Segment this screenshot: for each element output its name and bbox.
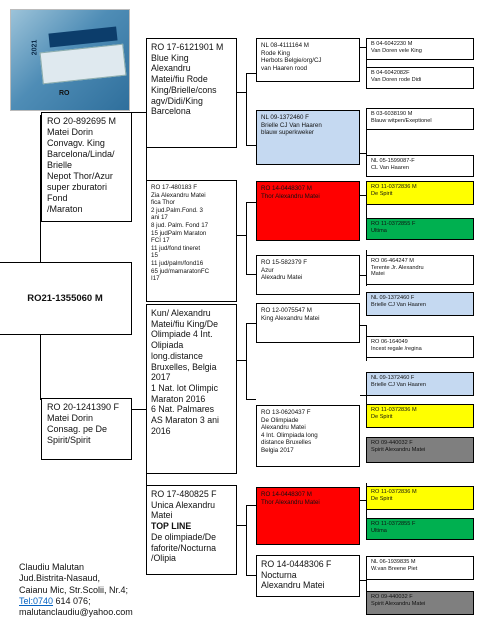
sss-box bbox=[256, 38, 360, 82]
owner-email: malutanclaudiu@yahoo.com bbox=[19, 607, 133, 618]
sss-text: NL 08-4111164 M Rode King Herbots Belgie/org/CJ van Haaren rood bbox=[261, 42, 322, 72]
ddsd-box: RO 11-0372855 F Ultima bbox=[366, 518, 474, 540]
phone-link[interactable]: Tel:0740 bbox=[19, 595, 54, 606]
dss-box bbox=[256, 303, 360, 343]
ss-box bbox=[146, 38, 237, 148]
ssd-text: NL 09-1372460 F Brielle CJ Van Haaren blauw superkweker bbox=[261, 114, 322, 137]
dds-text: RO 14-0448307 M Thor Alexandru Matei bbox=[261, 491, 320, 506]
dsss-box: RO 06-164049 Incest regale /regina bbox=[366, 336, 474, 358]
ddss-box: RO 11-0372836 M De Spirit bbox=[366, 486, 474, 510]
sds-box bbox=[256, 181, 360, 241]
ring-text: RO bbox=[59, 90, 70, 97]
sddd-box: NL 09-1372460 F Brielle CJ Van Haaren bbox=[366, 292, 474, 316]
ss-text: RO 17-6121901 M Blue King Alexandru Matei/fiu Rode King/Brielle/cons agv/Didi/King Barcelona bbox=[151, 42, 224, 117]
ddd-box bbox=[256, 555, 360, 597]
sdd-text: RO 15-582379 F Azur Alexadru Matei bbox=[261, 259, 308, 282]
pigeon-ring-photo bbox=[10, 9, 130, 111]
ds-box bbox=[146, 304, 237, 474]
ds-text: Kun/ Alexandru Matei/fiu King/De Olimpiade 4 Int. Olipiada long.distance Bruxelles, Belgia 2017 1 Nat. lot Olimpic Maraton 2016 6 Nat. Palmares AS Maraton 3 ani 2016 bbox=[151, 308, 219, 436]
sdd-box bbox=[256, 255, 360, 295]
ring-band-light bbox=[40, 44, 127, 85]
dsdd-box: RO 09-440032 F Spirit Alexandru Matei bbox=[366, 437, 474, 463]
dd-box bbox=[146, 485, 237, 575]
dddd-box: RO 09-440032 F Spirit Alexandru Matei bbox=[366, 591, 474, 615]
sds-text: RO 14-0448307 M Thor Alexandru Matei bbox=[261, 185, 320, 200]
owner-phone bbox=[19, 596, 133, 607]
sssd-box: B 04-6042082F Van Doren rode Didi bbox=[366, 67, 474, 89]
ssds-box: B 03-6038190 M Blauw witpen/Exeptionel bbox=[366, 108, 474, 130]
dssd-box: NL 09-1372460 F Brielle CJ Van Haaren bbox=[366, 372, 474, 396]
ssdd-box: NL 05-1599087-F CL Van Haaren bbox=[366, 155, 474, 177]
ssd-box bbox=[256, 110, 360, 165]
dsds-box: RO 11-0372836 M De Spirit bbox=[366, 404, 474, 428]
dam-box bbox=[41, 398, 132, 460]
root-id: RO21-1355060 M bbox=[27, 293, 103, 304]
dds-box bbox=[256, 487, 360, 545]
ring-year: 2021 bbox=[31, 39, 39, 56]
ddds-box: NL 06-1939835 M W.van Breene Piet bbox=[366, 556, 474, 580]
owner-name: Claudiu Malutan bbox=[19, 562, 85, 572]
sire-box bbox=[41, 112, 132, 222]
dd-text-b: TOP LINE bbox=[151, 521, 192, 532]
ssss-box: B 04-6042230 M Van Doren vele King bbox=[366, 38, 474, 60]
phone-rest: 614 076; bbox=[53, 595, 91, 606]
sd-box bbox=[146, 180, 237, 302]
sdsd-box: RO 11-0372855 F Ultima bbox=[366, 218, 474, 240]
sdss-box: RO 11-0372836 M De Spirit bbox=[366, 181, 474, 205]
dss-text: RO 12-0075547 M King Alexandru Matei bbox=[261, 307, 320, 322]
dam-text: RO 20-1241390 F Matei Dorin Consag. pe De Spirit/Spirit bbox=[47, 402, 120, 445]
owner-contact bbox=[19, 562, 133, 618]
sire-text: RO 20-892695 M Matei Dorin Convagv. King Barcelona/Linda/ Brielle Nepot Thor/Azur super zburatori Fond /Maraton bbox=[47, 116, 117, 214]
ddd-text: RO 14-0448306 F Nocturna Alexandru Matei bbox=[261, 559, 332, 591]
owner-address: Caianu Mic, Str.Scolii, Nr.4; bbox=[19, 584, 129, 595]
dsd-text: RO 13-0620437 F De Olimpiade Alexandru Matei 4 Int. Olimpiada long distance Bruxelles Belgia 2017 bbox=[261, 409, 318, 454]
dd-text-a: RO 17-480825 F Unica Alexandru Matei bbox=[151, 489, 217, 521]
root-pigeon bbox=[0, 262, 132, 335]
sd-text: RO 17-480183 F Zia Alexandru Matei fica Thor 2 jud.Palm.Fond. 3 ani 17 8 jud. Palm. Fond 17 15 judPalm Maraton FCI 17 11 jud/fond tineret 15 11 jud/palm/fond16 65 jud/mamaratonFC I17 bbox=[151, 184, 210, 283]
dsd-box bbox=[256, 405, 360, 467]
sdds-box: RO 06-464247 M Terente Jr. Alexandru Matei bbox=[366, 255, 474, 285]
dd-text-c: De olimpiade/De faforite/Nocturna /Olipia bbox=[151, 531, 217, 564]
owner-county: Jud.Bistrita-Nasaud, bbox=[19, 573, 101, 584]
